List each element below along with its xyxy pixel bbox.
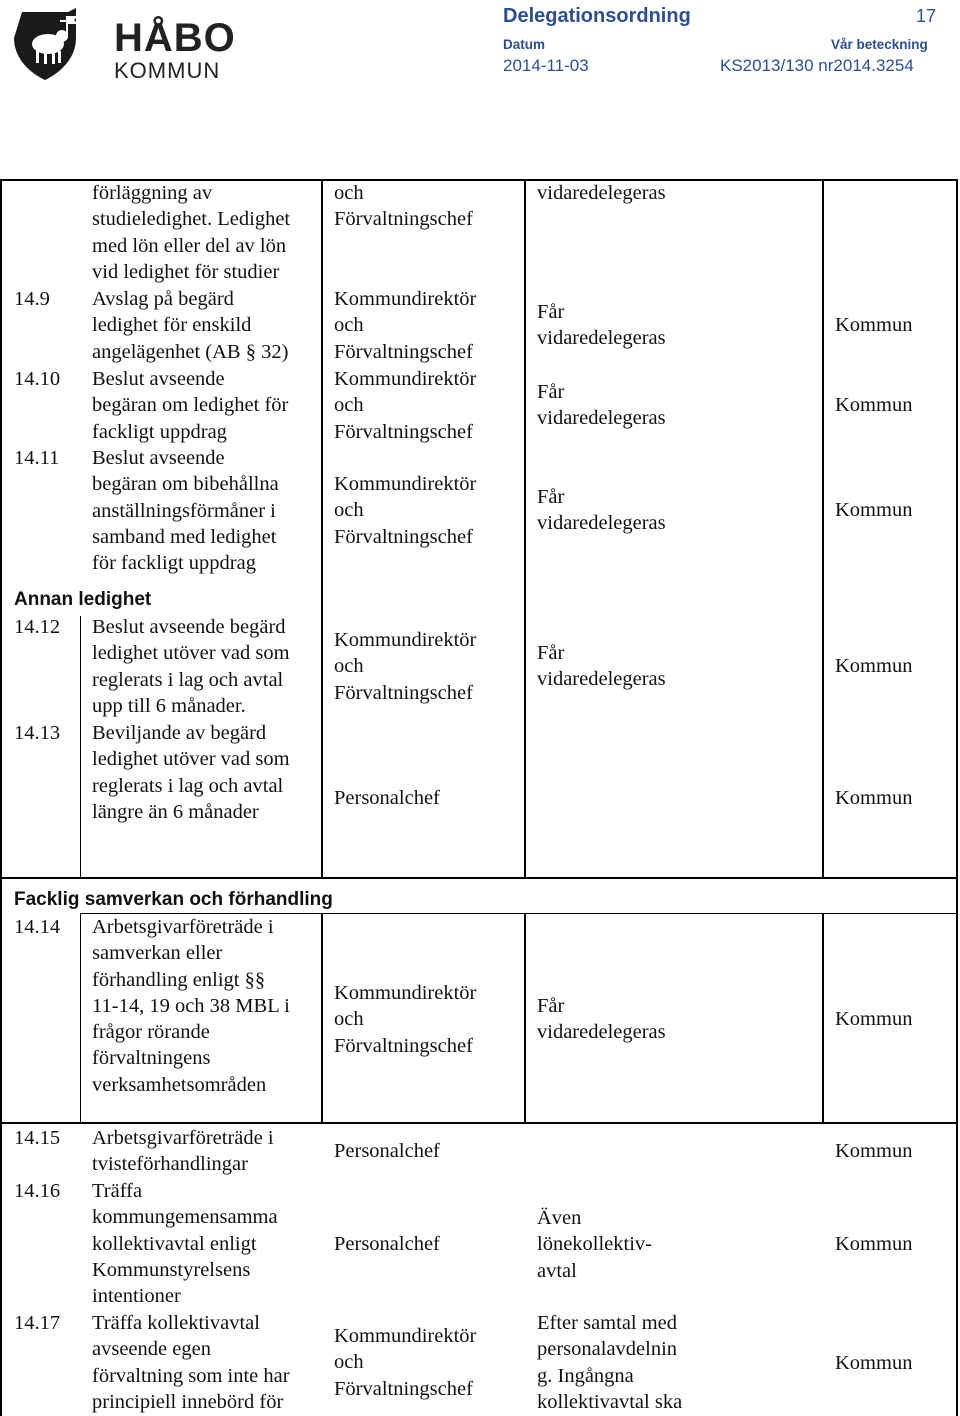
row-number: 14.15 [14,1127,61,1149]
date-label: Datum [503,37,546,52]
row-level: Kommun [835,787,913,809]
row-level: Kommun [835,394,913,416]
row-delegate: Personalchef [334,1140,440,1162]
row-delegate: Kommundirektör och Förvaltningschef [334,982,477,1057]
row-number: 14.13 [14,722,61,744]
row-delegate: Kommundirektör och Förvaltningschef [334,473,477,548]
row-delegate: Kommundirektör och Förvaltningschef [334,288,477,363]
row-description: Arbetsgivarföreträde i samverkan eller förhandling enligt §§ 11-14, 19 och 38 MBL i frågor rörande förvaltningens verksamhetsområden [92,916,290,1096]
row-description: Träffa kollektivavtal avseende egen förvaltning som inte har principiell innebörd för [92,1312,290,1413]
logo-subtitle: KOMMUN [114,58,221,83]
row-number: 14.14 [14,916,61,938]
row-number: 14.16 [14,1180,61,1202]
row-number: 14.12 [14,616,61,638]
document-title: Delegationsordning [503,5,691,27]
row-level: Kommun [835,1140,913,1162]
row-level: Kommun [835,1352,913,1374]
row-note: Får vidaredelegeras [537,486,666,535]
row-delegate: och Förvaltningschef [334,182,473,231]
row-note: Får vidaredelegeras [537,642,666,691]
row-delegate: Personalchef [334,1233,440,1255]
row-description: Arbetsgivarföreträde i tvisteförhandlingar [92,1127,274,1176]
row-note: vidaredelegeras [537,182,666,204]
row-description: Beslut avseende begäran om bibehållna anställningsförmåner i samband med ledighet för fackligt uppdrag [92,447,279,575]
page-number: 17 [916,6,937,26]
row-description: Träffa kommungemensamma kollektivavtal enligt Kommunstyrelsens intentioner [92,1180,278,1308]
row-description: Beviljande av begärd ledighet utöver vad som reglerats i lag och avtal längre än 6 månader [92,722,290,823]
lamb-crest-icon [14,6,98,84]
section-heading-annan-ledighet: Annan ledighet [14,589,152,610]
section-heading-facklig-samverkan: Facklig samverkan och förhandling [14,889,333,910]
row-level: Kommun [835,314,913,336]
row-number: 14.11 [14,447,60,469]
logo-name: HÅBO [114,16,236,60]
row-note: Får vidaredelegeras [537,381,666,430]
row-delegate: Personalchef [334,787,440,809]
row-delegate: Kommundirektör och Förvaltningschef [334,368,477,443]
row-note: Efter samtal med personalavdelnin g. Ingångna kollektivavtal ska [537,1312,683,1413]
row-delegate: Kommundirektör och Förvaltningschef [334,1325,477,1400]
row-delegate: Kommundirektör och Förvaltningschef [334,629,477,704]
row-note: Även lönekollektiv- avtal [537,1207,653,1282]
reference-label: Vår beteckning [831,37,928,52]
row-level: Kommun [835,655,913,677]
row-description: förläggning av studieledighet. Ledighet med lön eller del av lön vid ledighet för studier [92,182,291,283]
row-note: Får vidaredelegeras [537,301,666,350]
row-number: 14.9 [14,288,50,310]
row-level: Kommun [835,499,913,521]
row-level: Kommun [835,1233,913,1255]
row-level: Kommun [835,1008,913,1030]
row-note: Får vidaredelegeras [537,995,666,1044]
municipality-logo [14,6,234,86]
reference-value: KS2013/130 nr2014.3254 [720,56,914,75]
row-number: 14.10 [14,368,61,390]
date-value: 2014-11-03 [503,56,589,75]
row-description: Beslut avseende begärd ledighet utöver vad som reglerats i lag och avtal upp till 6 månader. [92,616,290,717]
row-description: Beslut avseende begäran om ledighet för fackligt uppdrag [92,368,289,443]
row-number: 14.17 [14,1312,61,1334]
row-description: Avslag på begärd ledighet för enskild angelägenhet (AB § 32) [92,288,289,363]
